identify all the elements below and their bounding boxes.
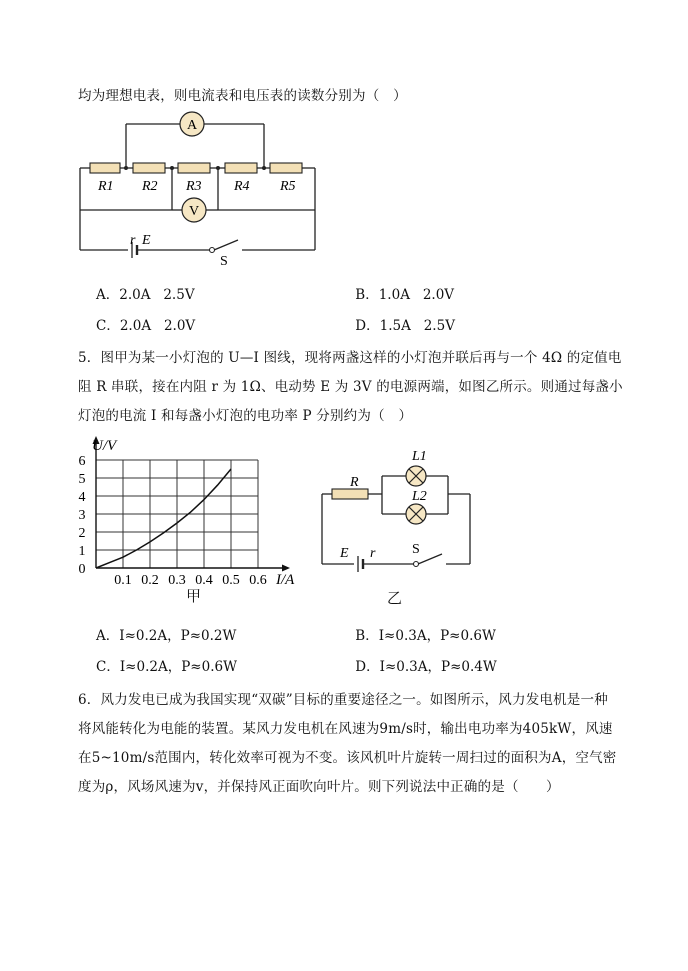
q6-line2: 将风能转化为电能的装置。某风力发电机在风速为9m/s时，输出电功率为405kW，风速 — [78, 721, 613, 737]
y-axis-label: U/V — [92, 438, 117, 454]
svg-text:A: A — [186, 118, 198, 133]
q6-line4: 度为ρ，风场风速为v，并保持风正面吹向叶片。则下列说法中正确的是（ ） — [78, 779, 560, 795]
resistor-r — [332, 489, 368, 499]
fig-a-caption: 甲 — [186, 587, 202, 605]
resistor-r1 — [90, 163, 120, 173]
label-r-int: r — [370, 546, 376, 561]
q6-line3: 在5~10m/s范围内，转化效率可视为不变。该风机叶片旋转一周扫过的面积为A，空气密 — [78, 750, 617, 766]
fig-b-caption: 乙 — [387, 589, 403, 607]
series-line-U-I — [96, 469, 231, 568]
resistor-r2 — [133, 163, 165, 173]
y-tick-label: 5 — [78, 472, 86, 487]
resistor-r4 — [225, 163, 257, 173]
q5-circuit-diagram — [310, 446, 480, 576]
x-axis-arrow — [282, 565, 290, 572]
q5-line2: 阻 R 串联，接在内阻 r 为 1Ω、电动势 E 为 3V 的电源两端，如图乙所示。则通过每盏小 — [78, 379, 623, 395]
q5-options-row2: C．I≈0.2A，P≈0.6W D．I≈0.3A，P≈0.4W — [96, 659, 497, 675]
label-e-fig: E — [340, 546, 349, 561]
label-s: S — [220, 254, 228, 265]
label-r-fig: R — [350, 475, 359, 490]
resistor-r3 — [178, 163, 210, 173]
y-tick-label: 2 — [78, 526, 86, 541]
label-e: E — [142, 233, 151, 248]
q5-line1: 5．图甲为某一小灯泡的 U—I 图线，现将两盏这样的小灯泡并联后再与一个 4Ω 的定值电 — [78, 350, 622, 366]
x-tick-label: 0.5 — [222, 573, 240, 588]
label-r3: R3 — [186, 179, 202, 194]
label-l2: L2 — [412, 489, 427, 504]
lamp-l1-icon — [406, 466, 426, 486]
resistor-r5 — [270, 163, 302, 173]
y-tick-label: 4 — [78, 490, 86, 505]
y-tick-label: 0 — [78, 562, 86, 577]
x-axis-label: I/A — [276, 572, 295, 588]
x-tick-label: 0.6 — [249, 573, 267, 588]
q4-options-row1: A．2.0A 2.5V B．1.0A 2.0V — [96, 287, 455, 303]
x-tick-label: 0.2 — [141, 573, 159, 588]
u-i-chart — [74, 434, 314, 609]
label-r5: R5 — [280, 179, 296, 194]
lamp-l2-icon — [406, 504, 426, 524]
y-tick-label: 6 — [78, 454, 86, 469]
label-r1: R1 — [98, 179, 114, 194]
q4-options-row2: C．2.0A 2.0V D．1.5A 2.5V — [96, 318, 455, 334]
q4-circuit-diagram — [70, 110, 330, 265]
svg-text:V: V — [188, 204, 200, 219]
q5-options-row1: A．I≈0.2A，P≈0.2W B．I≈0.3A，P≈0.6W — [96, 628, 496, 644]
x-tick-label: 0.3 — [168, 573, 186, 588]
label-l1: L1 — [412, 449, 427, 464]
q4-stem: 均为理想电表，则电流表和电压表的读数分别为（ ） — [78, 88, 407, 104]
x-tick-label: 0.4 — [195, 573, 213, 588]
q5-line3: 灯泡的电流 I 和每盏小灯泡的电功率 P 分别约为（ ） — [78, 408, 413, 424]
y-tick-label: 1 — [78, 544, 86, 559]
x-tick-label: 0.1 — [114, 573, 132, 588]
label-r4: R4 — [234, 179, 250, 194]
label-r2: R2 — [142, 179, 158, 194]
q6-line1: 6．风力发电已成为我国实现“双碳”目标的重要途径之一。如图所示，风力发电机是一种 — [78, 692, 608, 708]
label-s-fig: S — [412, 542, 420, 557]
y-tick-label: 3 — [78, 508, 86, 523]
label-r: r — [130, 233, 136, 248]
